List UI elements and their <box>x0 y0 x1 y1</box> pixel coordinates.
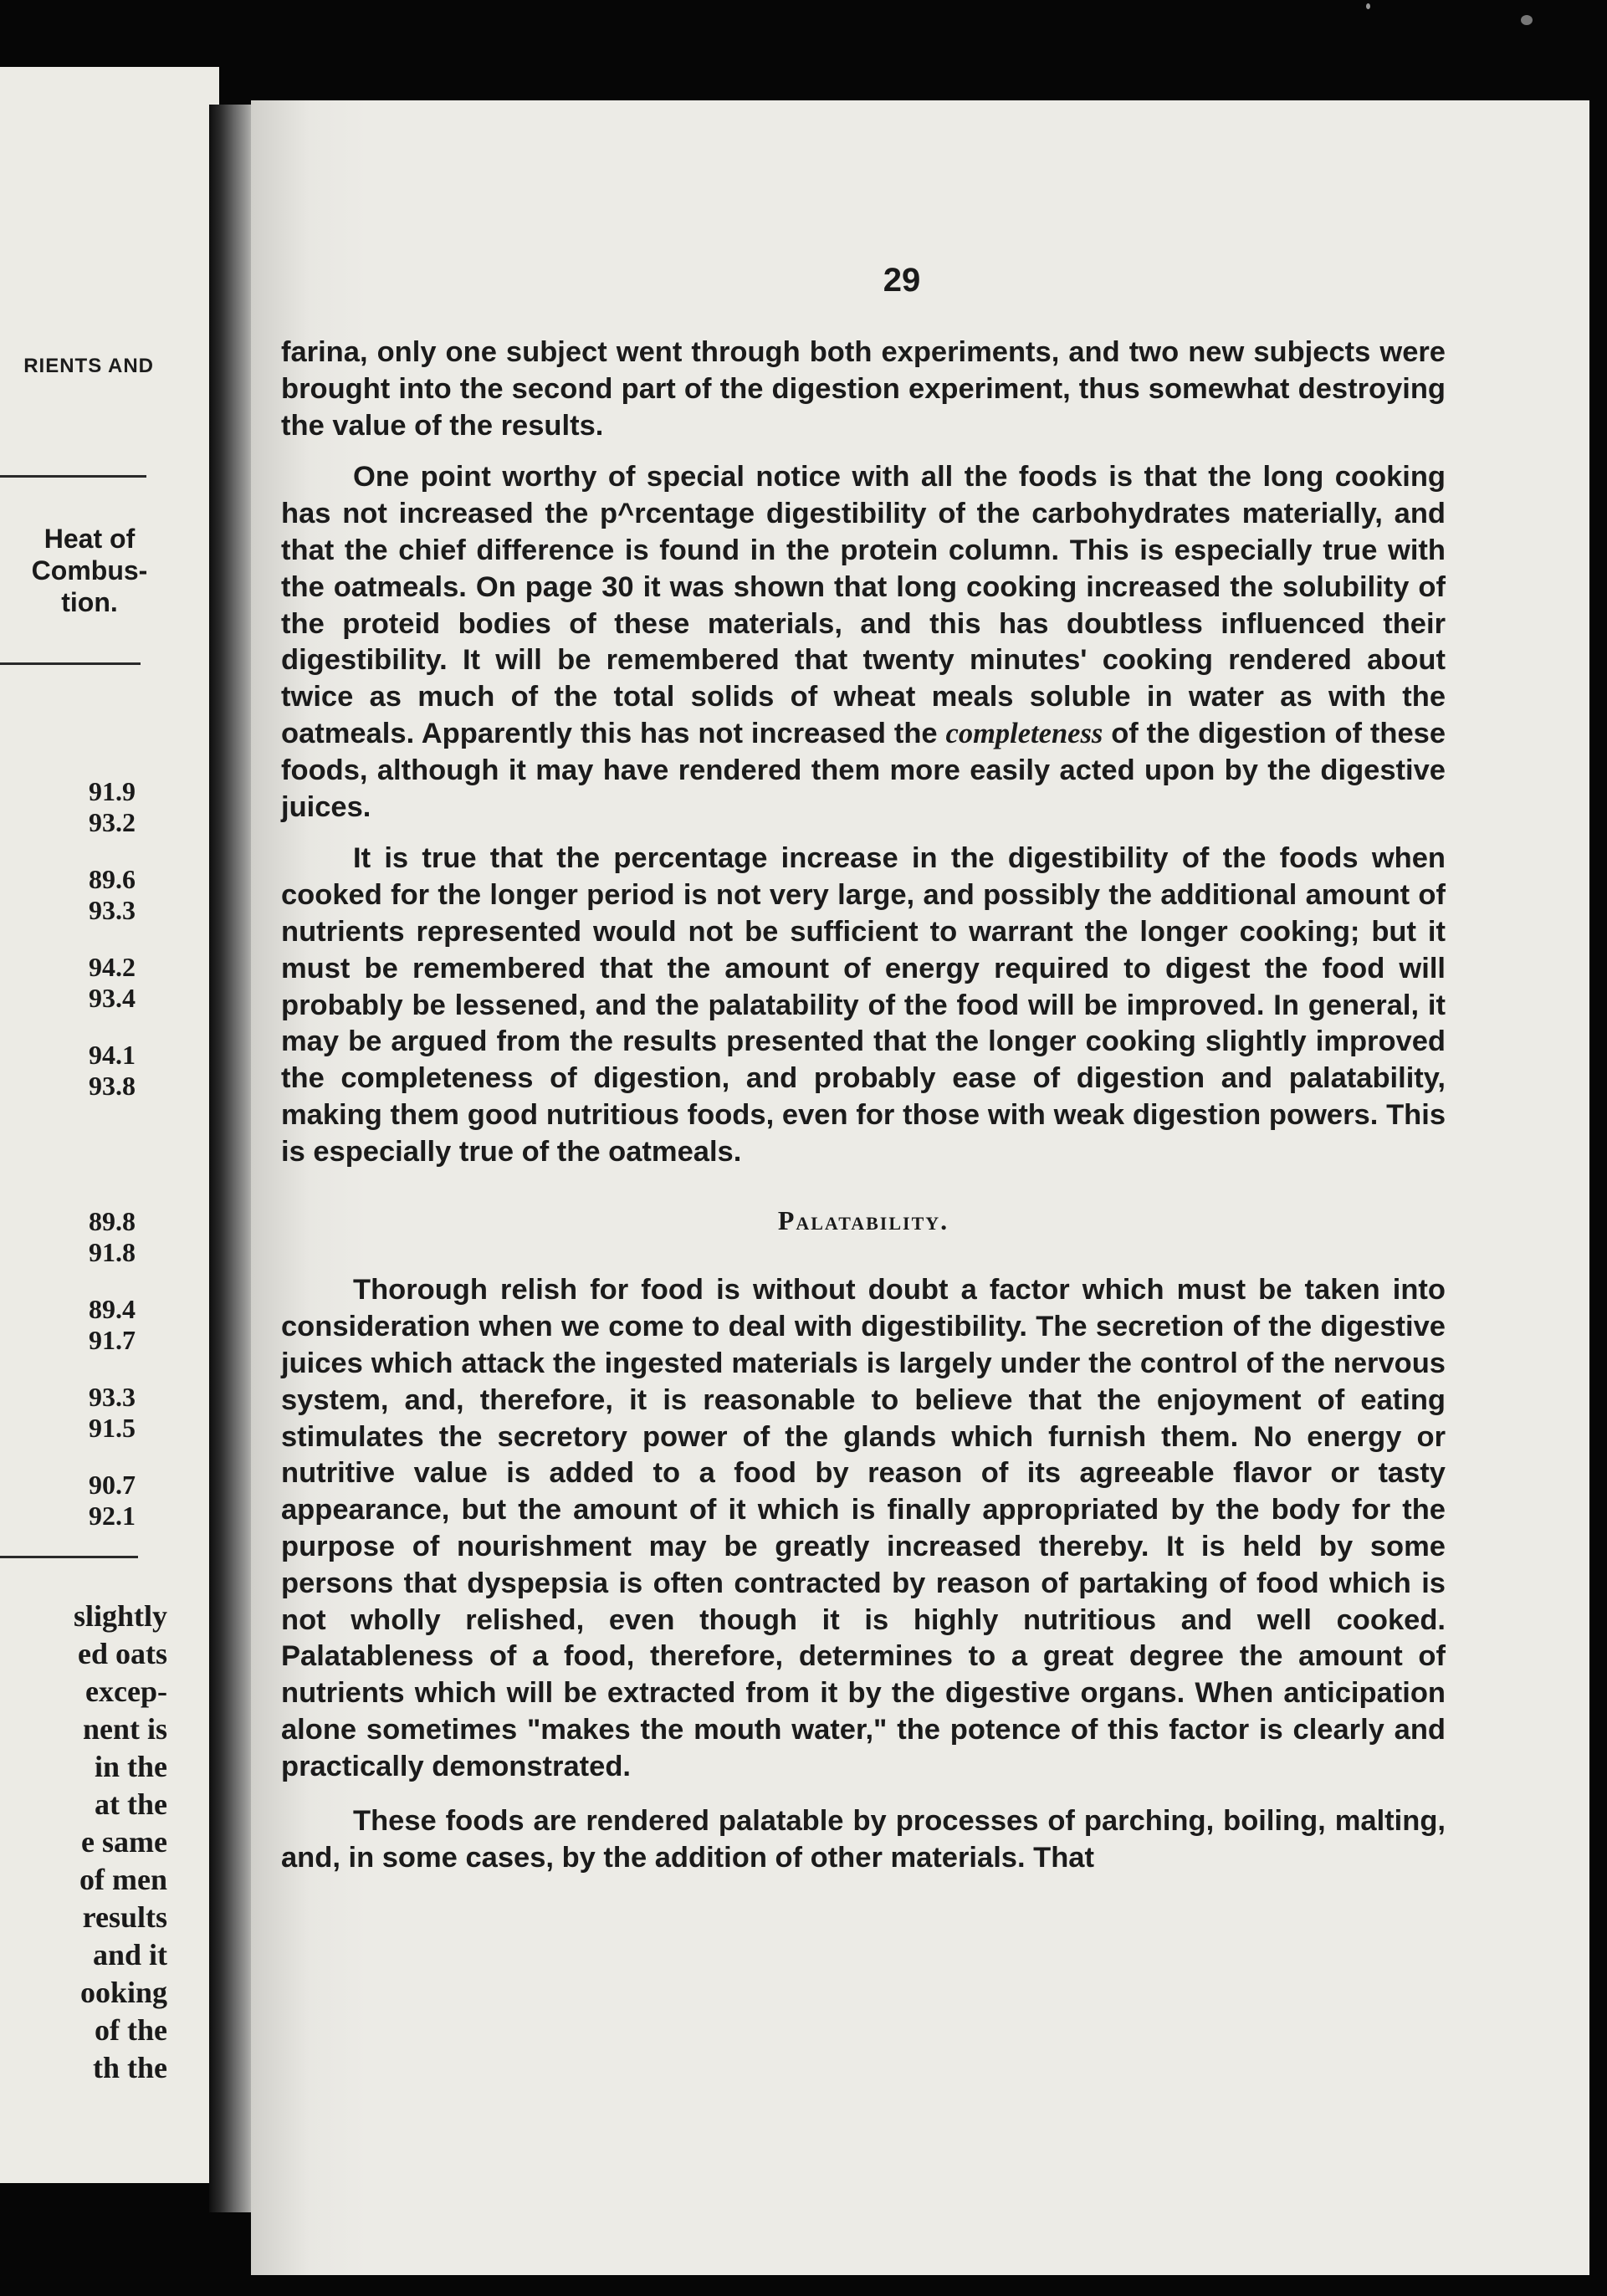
heat-value: 92.1 <box>89 1501 136 1531</box>
table-rule-mid <box>0 662 141 665</box>
column-heading-heat-of-combustion: Heat of Combus- tion. <box>31 524 148 617</box>
paragraph: One point worthy of special notice with all the foods is that the long cooking has not increased the p^rcentage digestibility of the carbohydrates materially, and that the chief difference is found in the protein column. This is especially true with the oatmeals. On page 30 it was shown that long cooking increased the solubility of the proteid bodies of these materials, and this has doubtless influenced their digestibility. It will be remembered that twenty minutes' cooking rendered about twice as much of the total solids of wheat meals soluble in water as with the oatmeals. Apparently this has not increased the completeness of the digestion of these foods, although it may have rendered them more easily acted upon by the digestive juices. <box>281 461 1446 823</box>
heat-value: 93.4 <box>89 983 136 1013</box>
text-fragment: nent is <box>82 1712 167 1746</box>
scan-speck <box>1521 15 1533 25</box>
text-fragment: e same <box>81 1825 167 1859</box>
scan-speck <box>1366 3 1370 9</box>
text-fragment: and it <box>92 1938 167 1971</box>
table-rule-top <box>0 475 146 478</box>
book-gutter-shadow <box>209 105 256 2212</box>
italic-emphasis: completeness <box>945 717 1103 749</box>
heat-value: 94.2 <box>89 952 136 982</box>
heat-value: 94.1 <box>89 1040 136 1070</box>
paragraph: Thorough relish for food is without doubt a factor which must be taken into consideration when we come to deal with digestibility. The secretion of the digestive juices which attack the ingested materials is largely under the control of the nervous system, and, therefore, it is reasonable to believe that the enjoyment of eating stimulates the secretory power of the glands which furnish them. No energy or nutritive value is added to a food by reason of its agreeable flavor or tasty appearance, but the amount of it which is finally appropriated by the body for the purpose of nourishment may be greatly increased thereby. It is held by some persons that dyspepsia is often contracted by reason of partaking of food which is not wholly relished, even though it is highly nutritious and well cooked. Palatableness of a food, therefore, determines to a great degree the amount of nutrients which will be extracted from it by the digestive organs. When anticipation alone sometimes "makes the mouth water," the potence of this factor is clearly and practically demonstrated. <box>281 1274 1446 1782</box>
heat-value: 91.7 <box>89 1325 136 1355</box>
page-body <box>281 335 1446 1877</box>
page-number: 29 <box>883 262 921 299</box>
heat-value: 93.3 <box>89 895 136 925</box>
text-fragment: results <box>82 1900 167 1934</box>
paragraph: It is true that the percentage increase in the digestibility of the foods when cooked for the longer period is not very large, and possibly the additional amount of nutrients represented would not be sufficient to warrant the longer cooking; but it must be remembered that the amount of energy required to digest the food will probably be lessened, and the palatability of the food will be improved. In general, it may be argued from the results presented that the longer cooking slightly improved the completeness of digestion, and probably ease of digestion and palatability, making them good nutritious foods, even for those with weak digestion powers. This is especially true of the oatmeals. <box>281 842 1446 1168</box>
section-heading: Palatability. <box>777 1204 949 1235</box>
heat-value: 93.8 <box>89 1071 136 1101</box>
heat-value: 93.3 <box>89 1382 136 1412</box>
text-fragment: slightly <box>73 1599 167 1633</box>
heat-value: 91.8 <box>89 1237 136 1267</box>
heat-value: 89.4 <box>89 1294 136 1324</box>
heat-value: 89.8 <box>89 1206 136 1236</box>
heat-value: 93.2 <box>89 807 136 837</box>
text-fragment: at the <box>95 1787 167 1821</box>
heat-value: 91.9 <box>89 776 136 806</box>
text-fragment: ed oats <box>78 1637 167 1670</box>
text-fragment: of men <box>79 1863 167 1896</box>
table-rule-bottom <box>0 1556 138 1558</box>
heat-value: 91.5 <box>89 1413 136 1443</box>
left-facing-page <box>0 67 219 2183</box>
left-page-text-fragments <box>0 1598 167 2087</box>
text-fragment: of the <box>95 2013 167 2047</box>
main-page <box>251 100 1589 2275</box>
text-fragment: ooking <box>79 1976 167 2009</box>
text-fragment: in the <box>94 1750 167 1783</box>
paragraph: These foods are rendered palatable by processes of parching, boiling, malting, and, in some cases, by the addition of other materials. That <box>281 1805 1446 1874</box>
heat-value: 89.6 <box>89 864 136 894</box>
heat-value: 90.7 <box>89 1470 136 1500</box>
left-page-header: RIENTS AND <box>23 355 154 377</box>
text-fragment: th the <box>93 2051 167 2084</box>
text-fragment: excep- <box>85 1675 167 1708</box>
paragraph: farina, only one subject went through both experiments, and two new subjects were brought into the second part of the digestion experiment, thus somewhat destroying the value of the results. <box>281 336 1446 442</box>
